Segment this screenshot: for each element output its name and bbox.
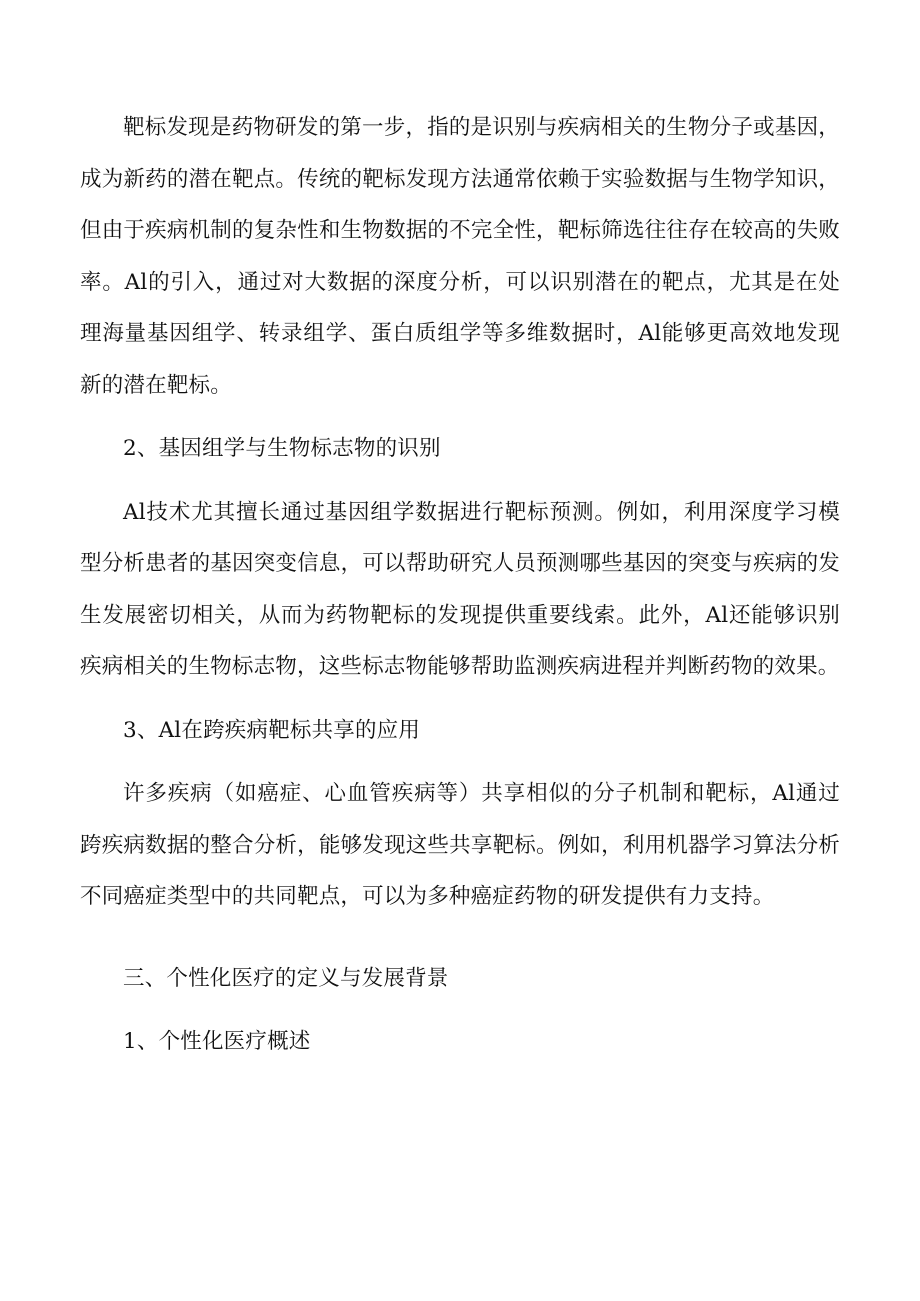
document-body [80,102,840,1068]
spacer [80,475,840,487]
subsection-title-overview: 1、个性化医疗概述 [123,1029,311,1054]
heading-cross-disease: 3、Al在跨疾病靶标共享的应用 [123,717,421,743]
spacer [80,693,840,705]
spacer [80,411,840,423]
heading-genomics-biomarkers: 2、基因组学与生物标志物的识别 [123,436,441,461]
paragraph-genomics: Al技术尤其擅长通过基因组学数据进行靶标预测。例如，利用深度学习模型分析患者的基因突变信息，可以帮助研究人员预测哪些基因的突变与疾病的发生发展密切相关，从而为药物靶标的发现提供重要线索。此外，Al还能够识别疾病相关的生物标志物，这些标志物能够帮助监测疾病进程并判断药物的效果。 [80,499,840,679]
spacer [80,1004,840,1016]
spacer [80,756,840,768]
paragraph-target-discovery: 靶标发现是药物研发的第一步，指的是识别与疾病相关的生物分子或基因，成为新药的潜在靶点。传统的靶标发现方法通常依赖于实验数据与生物学知识，但由于疾病机制的复杂性和生物数据的不完全性，靶标筛选往往存在较高的失败率。Al的引入，通过对大数据的深度分析，可以识别潜在的靶点，尤其是在处理海量基因组学、转录组学、蛋白质组学等多维数据时，Al能够更高效地发现新的潜在靶标。 [80,115,840,398]
paragraph-cross-disease: 许多疾病（如癌症、心血管疾病等）共享相似的分子机制和靶标，Al通过跨疾病数据的整合分析，能够发现这些共享靶标。例如，利用机器学习算法分析不同癌症类型中的共同靶点，可以为多种癌症药物的研发提供有力支持。 [80,781,840,909]
spacer [80,923,840,953]
section-title-personalized-medicine: 三、个性化医疗的定义与发展背景 [123,965,449,991]
